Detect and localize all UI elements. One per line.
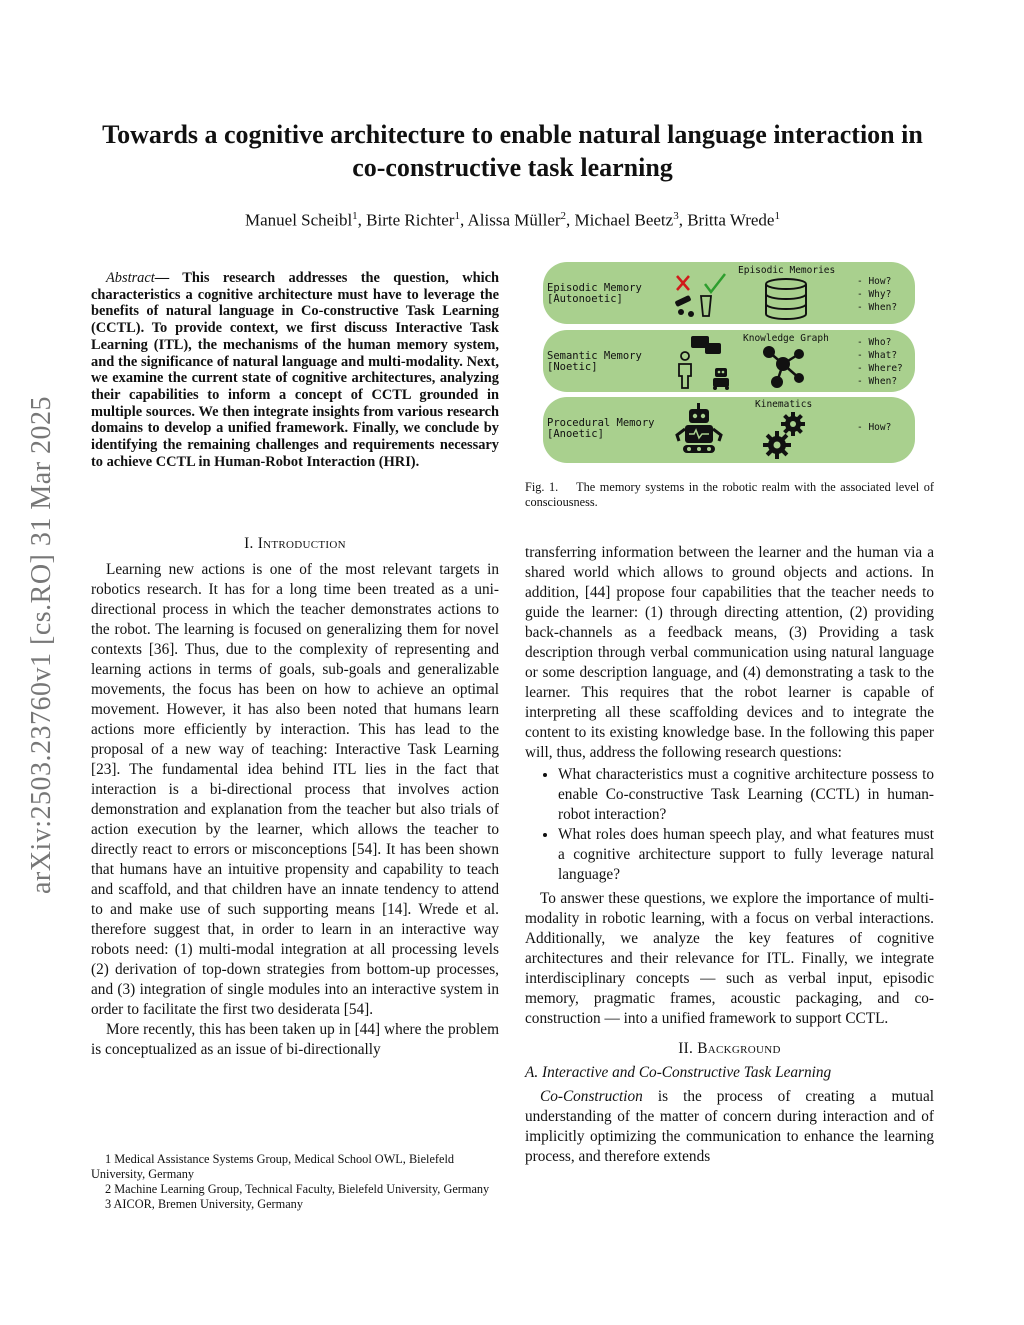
abstract-text: This research addresses the question, which characteristics a cognitive architecture must have to leverage the benefits of natural language in Co-constructive Task Learning (CCTL). To provide context, we first discuss Interactive Task Learning (ITL), the mechanisms of the human memory system, and the significance of natural language and multi-modality. Next, we examine the current state of cognitive architectures, analyzing their capabilities to inform a concept of CCTL grounded in multiple sources. We then integrate insights from various research domains to develop a unified framework. Finally, we conclude by identifying the remaining challenges and requirements necessary to achieve CCTL in Human-Robot Interaction (HRI).: [91, 270, 500, 470]
footnote: 3 AICOR, Bremen University, Germany: [105, 1197, 303, 1211]
memory-label: Episodic Memory [Autonoetic]: [547, 282, 642, 305]
author-list: Manuel Scheibl$^1$, Birte Richter$^1$, Alissa Müller$^2$, Michael Beetz$^3$, Britta Wrede$^1$: [245, 210, 780, 230]
author-name: Manuel Scheibl: [245, 210, 353, 230]
section-heading: II. Background: [678, 1040, 781, 1057]
memory-systems-figure: [543, 262, 915, 466]
band-questions: - Who? - What? - Where? - When?: [857, 337, 903, 387]
section-heading: I. Introduction: [244, 535, 346, 552]
memory-label: Semantic Memory [Noetic]: [547, 350, 642, 373]
band-title: Episodic Memories: [738, 265, 836, 276]
band-title: Kinematics: [755, 399, 813, 410]
introduction-right: [525, 543, 934, 1167]
paragraph: More recently, this has been taken up in [44] where the problem is conceptualized as an issue of bi-directionally: [91, 1021, 499, 1058]
research-questions: [525, 765, 934, 885]
memory-label: Procedural Memory [Anoetic]: [547, 417, 655, 440]
arxiv-identifier: arXiv:2503.23760v1 [cs.RO] 31 Mar 2025: [26, 395, 57, 895]
band-questions: - How? - Why? - When?: [857, 276, 898, 313]
figure-caption: [525, 480, 934, 510]
author-name: Michael Beetz: [574, 210, 674, 230]
trial-error-icon: [671, 270, 731, 320]
author-name: Britta Wrede: [687, 210, 775, 230]
database-icon: [763, 277, 809, 321]
list-item: • What roles does human speech play, and what features must a cognitive architecture support to fully leverage natural language?: [558, 825, 934, 885]
band-title: Knowledge Graph: [743, 333, 829, 344]
robot-icon: [675, 403, 729, 461]
footnote: 1 Medical Assistance Systems Group, Medical School OWL, Bielefeld University, Germany: [91, 1152, 455, 1181]
introduction-left: [91, 534, 499, 1060]
caption-text: The memory systems in the robotic realm with the associated level of consciousness.: [525, 480, 934, 509]
author-name: Birte Richter: [366, 210, 455, 230]
paragraph: transferring information between the learner and the human via a shared world which allows to ground objects and actions. In addition, [44] propose four capabilities that the teacher needs to guide the learner: (1) through directing attention, (2) providing back-channels as a feedback means, (3) Providing a task description through verbal communication using natural language or some description language, and (4) demonstrating a task to the learner. This requires that the robot learner is capable of interpreting all these scaffolding devices and to integrate the content to its existing knowledge base. In the following this paper will, thus, address the following research questions:: [525, 544, 934, 761]
paragraph: Co-Construction is the process of creating a mutual understanding of the matter of concern during interaction and of implicitly optimizing the communication to enhance the learning process, and therefore extends: [525, 1088, 934, 1165]
paragraph: Learning new actions is one of the most relevant targets in robotics research. It has for a long time been treated as a uni-directional process in which the teacher demonstrates actions to the robot. The learning is focused on generalizing them for novel contexts [36]. Thus, due to the complexity of representing and learning actions in terms of goals, sub-goals and generalizable movements, the focus has been on how to achieve an optimal movement. However, it has also been noted that humans learn actions more efficiently by interaction. This has lead to the proposal of a new way of teaching: Interactive Task Learning [23]. The fundamental idea behind ITL lies in the fact that interaction is a bi-directional process that involves action demonstration and explanation from the teacher but also trials of action execution by the learner, which allows the teacher to directly react to errors or misconceptions [54]. It has been shown that humans have an intuitive propensity and capability to teach and scaffold, and that children have an innate tendency to attend to and make use of such supporting means [14]. Wrede et al. therefore suggest that, in order to learn in an interactive way robots need: (1) multi-modal integration at all processing levels (2) derivation of top-down strategies from bottom-up processes, and (3) integration of single modules into an interactive system in order to facilitate the first two desiderata [54].: [91, 561, 499, 1018]
abstract: Abstract— This research addresses the question, which characteristics a cognitive architecture must have to leverage the benefits of natural language in Co-constructive Task Learning (CCTL). To provide context, we first discuss Interactive Task Learning (ITL), the mechanisms of the human memory system, and the significance of natural language and multi-modality. Next, we examine the current state of cognitive architectures, analyzing their capabilities to inform a concept of CCTL grounded in multiple sources. We then integrate insights from various research domains to develop a unified framework. Finally, we conclude by identifying the remaining challenges and requirements necessary to achieve CCTL in Human-Robot Interaction (HRI).: [91, 270, 500, 470]
paragraph: To answer these questions, we explore the importance of multi-modality in robotic learning, with a focus on verbal interactions. Additionally, we analyze the key features of cognitive architectures and their relevance for ITL. Finally, we integrate interdisciplinary concepts — such as verbal input, episodic memory, pragmatic frames, acoustic packaging, and co-construction — into a unified framework to support CCTL.: [525, 890, 934, 1027]
knowledge-graph-icon: [759, 344, 809, 390]
subsection-heading: A. Interactive and Co-Constructive Task Learning: [525, 1064, 832, 1081]
list-item: • What characteristics must a cognitive architecture possess to enable Co-constructive Task Learning (CCTL) in human-robot interaction?: [558, 765, 934, 825]
gears-icon: [763, 411, 809, 459]
footnotes: [91, 1152, 499, 1212]
paper-title: Towards a cognitive architecture to enable natural language interaction in co-constructive task learning: [102, 120, 923, 182]
abstract-label: Abstract: [106, 270, 155, 286]
author-name: Alissa Müller: [467, 210, 561, 230]
band-questions: - How?: [857, 422, 892, 433]
semantic-memory-band: [543, 330, 915, 392]
dialogue-icon: [671, 334, 737, 390]
caption-label: Fig. 1.: [525, 480, 559, 494]
procedural-memory-band: [543, 397, 915, 463]
footnote: 2 Machine Learning Group, Technical Faculty, Bielefeld University, Germany: [105, 1182, 490, 1196]
term: Co-Construction: [540, 1088, 643, 1105]
episodic-memory-band: [543, 262, 915, 324]
